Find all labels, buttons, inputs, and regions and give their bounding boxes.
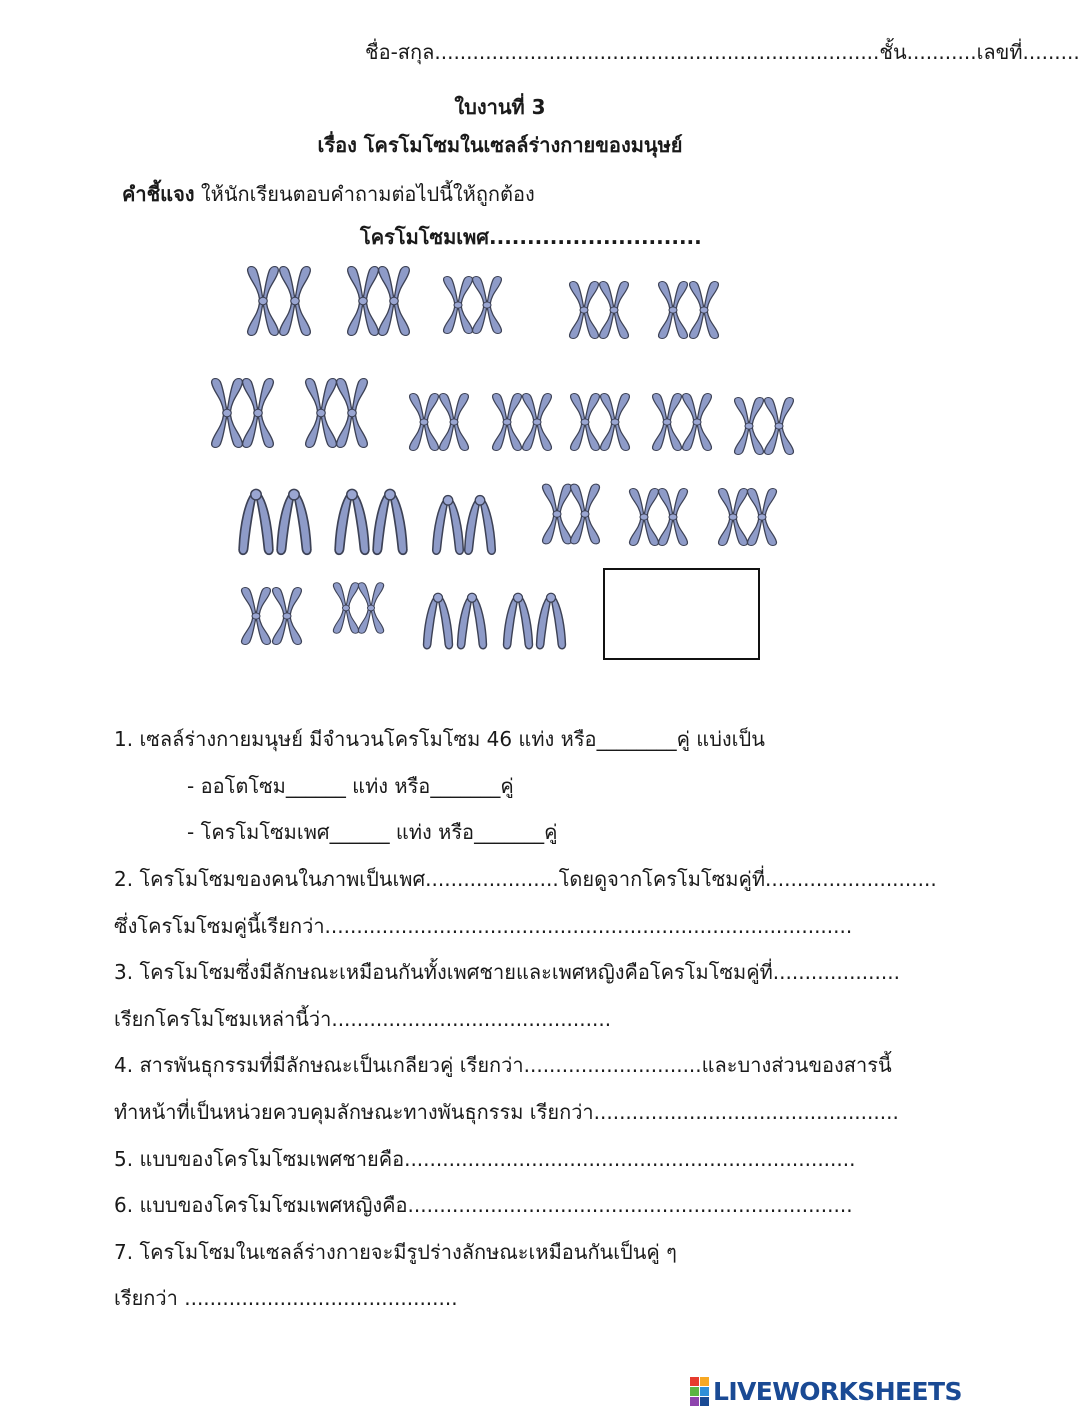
chromosome-icon xyxy=(410,394,439,451)
logo-square xyxy=(690,1397,699,1406)
logo-square xyxy=(700,1397,709,1406)
chromosome-icon xyxy=(277,489,311,554)
chromosome-icon xyxy=(337,379,368,448)
instruction-text: ให้นักเรียนตอบคำถามต่อไปนี้ให้ถูกต้อง xyxy=(194,182,535,206)
chromosome-row-2 xyxy=(212,379,794,455)
question-1-autosome: - ออโตโซม______ แท่ง หรือ_______คู่ xyxy=(187,774,514,798)
chromosome-row-3 xyxy=(239,484,776,554)
logo-square xyxy=(690,1387,699,1396)
chromosome-icon xyxy=(444,277,473,334)
chromosome-icon xyxy=(601,394,630,451)
chromosome-icon xyxy=(348,267,379,336)
chromosome-row-4 xyxy=(242,583,566,649)
logo-mark-icon xyxy=(690,1377,709,1406)
question-2: 2. โครโมโซมของคนในภาพเป็นเพศ.....................โดยดูจากโครโมโซมคู่ที่........................... xyxy=(114,867,937,891)
chromosome-icon xyxy=(465,496,496,555)
question-4: 4. สารพันธุกรรมที่มีลักษณะเป็นเกลียวคู่ เรียกว่า............................และบางส่วนของสารนี้ xyxy=(114,1053,892,1077)
student-info-line: ชื่อ-สกุล......................................................................ชั้น...........เลขที่......... xyxy=(365,40,1080,64)
chromosome-icon xyxy=(242,588,271,645)
chromosome-icon xyxy=(440,394,469,451)
question-4-cont: ทำหน้าที่เป็นหน่วยควบคุมลักษณะทางพันธุกรรม เรียกว่า................................................ xyxy=(114,1100,899,1124)
worksheet-number: ใบงานที่ 3 xyxy=(454,95,546,119)
chromosome-icon xyxy=(630,489,659,546)
chromosome-icon xyxy=(765,398,794,455)
question-2-cont: ซึ่งโครโมโซมคู่นี้เรียกว่า................................................................................... xyxy=(114,914,853,938)
chromosome-icon xyxy=(571,484,600,544)
chromosome-icon xyxy=(333,583,358,634)
chromosome-icon xyxy=(424,593,453,649)
chromosome-icon xyxy=(659,282,688,339)
chromosome-icon xyxy=(600,282,629,339)
question-5: 5. แบบของโครโมโซมเพศชายคือ....................................................................... xyxy=(114,1147,856,1171)
chromosome-icon xyxy=(379,267,410,336)
chromosome-icon xyxy=(571,394,600,451)
chromosome-icon xyxy=(537,593,566,649)
chromosome-icon xyxy=(243,379,274,448)
karyotype-diagram xyxy=(0,250,1000,680)
chromosome-icon xyxy=(543,484,572,544)
chromosome-icon xyxy=(239,489,273,554)
chromosome-icon xyxy=(504,593,533,649)
chromosome-icon xyxy=(653,394,682,451)
chromosome-icon xyxy=(719,489,748,546)
worksheet-title: เรื่อง โครโมโซมในเซลล์ร่างกายของมนุษย์ xyxy=(317,133,683,157)
logo-text: LIVEWORKSHEETS xyxy=(713,1376,962,1406)
diagram-caption: โครโมโซมเพศ............................ xyxy=(360,225,702,249)
chromosome-icon xyxy=(473,277,502,334)
chromosome-icon xyxy=(306,379,337,448)
chromosome-icon xyxy=(690,282,719,339)
instruction-label: คำชี้แจง xyxy=(122,182,195,206)
question-7: 7. โครโมโซมในเซลล์ร่างกายจะมีรูปร่างลักษณะเหมือนกันเป็นคู่ ๆ xyxy=(114,1240,677,1264)
logo-square xyxy=(690,1377,699,1386)
question-3: 3. โครโมโซมซึ่งมีลักษณะเหมือนกันทั้งเพศชายและเพศหญิงคือโครโมโซมคู่ที่.................... xyxy=(114,960,900,984)
chromosome-icon xyxy=(335,489,369,554)
liveworksheets-logo xyxy=(690,1376,962,1406)
chromosome-row-1 xyxy=(248,267,719,339)
chromosome-icon xyxy=(373,489,407,554)
logo-square xyxy=(700,1387,709,1396)
chromosome-icon xyxy=(358,583,383,634)
question-3-cont: เรียกโครโมโซมเหล่านี้ว่า............................................ xyxy=(114,1007,612,1031)
question-6: 6. แบบของโครโมโซมเพศหญิงคือ...................................................................... xyxy=(114,1193,853,1217)
question-1-sex-chromosome: - โครโมโซมเพศ______ แท่ง หรือ_______คู่ xyxy=(187,820,558,844)
chromosome-icon xyxy=(570,282,599,339)
question-7-cont: เรียกว่า ........................................... xyxy=(114,1286,458,1310)
chromosome-icon xyxy=(683,394,712,451)
chromosome-icon xyxy=(433,496,464,555)
chromosome-icon xyxy=(659,489,688,546)
chromosome-icon xyxy=(735,398,764,455)
chromosome-icon xyxy=(212,379,243,448)
chromosome-icon xyxy=(458,593,487,649)
chromosome-icon xyxy=(523,394,552,451)
instruction xyxy=(122,182,535,206)
logo-square xyxy=(700,1377,709,1386)
chromosome-icon xyxy=(280,267,311,336)
chromosome-icon xyxy=(248,267,279,336)
chromosome-icon xyxy=(748,489,777,546)
question-1: 1. เซลล์ร่างกายมนุษย์ มีจำนวนโครโมโซม 46 แท่ง หรือ________คู่ แบ่งเป็น xyxy=(114,727,765,751)
chromosome-icon xyxy=(493,394,522,451)
answer-box[interactable] xyxy=(603,568,760,660)
chromosome-icon xyxy=(273,588,302,645)
